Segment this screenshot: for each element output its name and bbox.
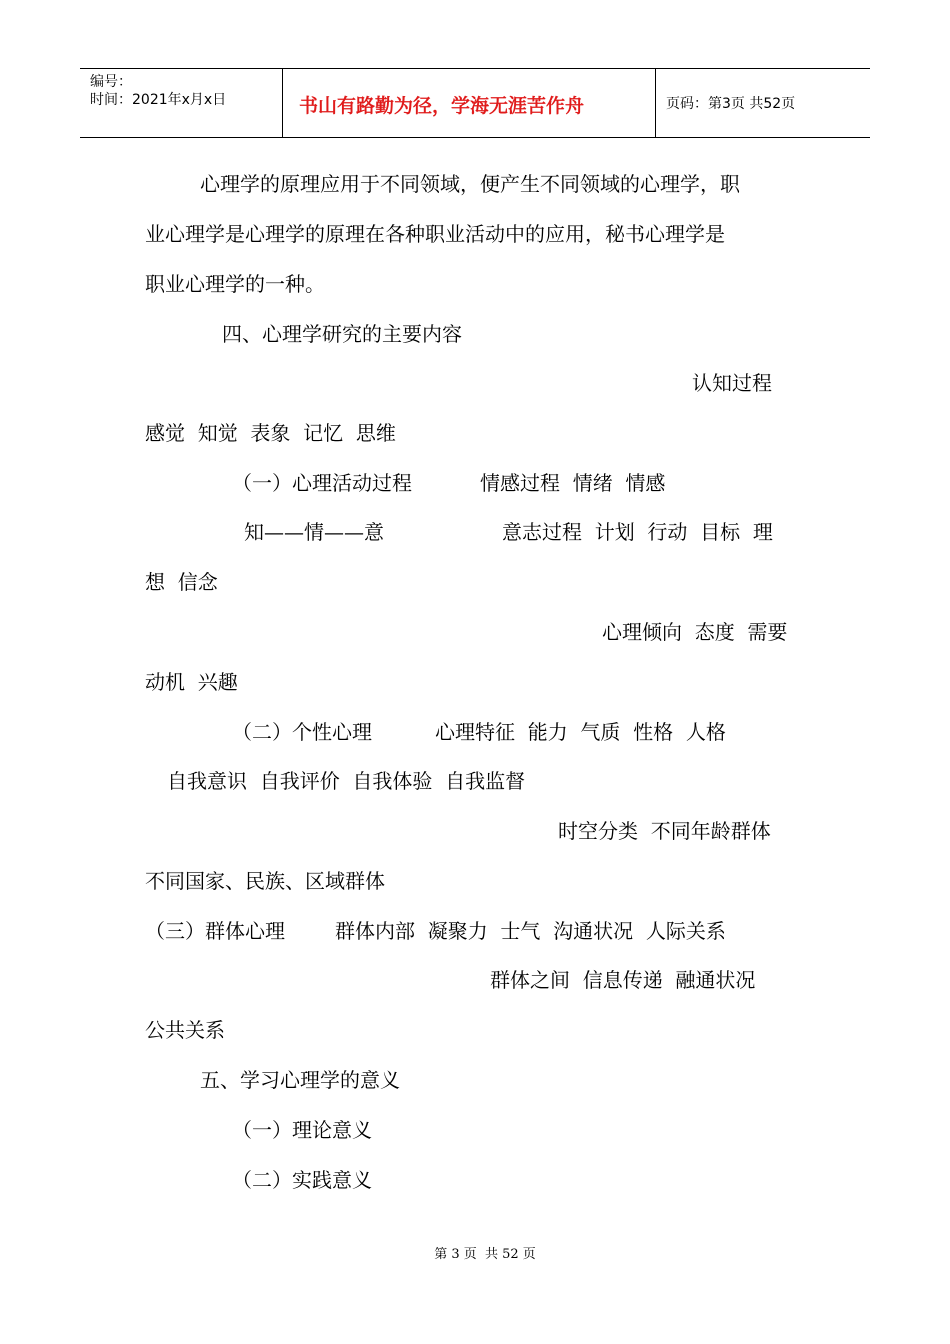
page-header <box>80 68 870 138</box>
outline-item: 认知过程 <box>692 371 772 395</box>
header-meta <box>80 69 282 137</box>
outline-item: （三）群体心理 <box>145 919 285 943</box>
serial-number-label: 编号： <box>90 74 132 90</box>
outline-item: 心理倾向 态度 需要 <box>602 620 788 644</box>
outline-item: 想 信念 <box>145 570 218 594</box>
outline-item: （二）个性心理 <box>232 720 372 744</box>
outline-item: 自我意识 自我评价 自我体验 自我监督 <box>167 769 526 793</box>
outline-item: 感觉 知觉 表象 记忆 思维 <box>145 421 396 445</box>
outline-item: 不同国家、民族、区域群体 <box>145 869 385 893</box>
paragraph-line: 业心理学是心理学的原理在各种职业活动中的应用，秘书心理学是 <box>145 222 725 246</box>
outline-item: （一）心理活动过程 <box>232 471 412 495</box>
outline-item: 群体之间 信息传递 融通状况 <box>490 968 756 992</box>
header-page-info: 页码：第3页 共52页 <box>666 96 796 112</box>
outline-item: 时空分类 不同年龄群体 <box>558 819 771 843</box>
outline-item: 动机 兴趣 <box>145 670 238 694</box>
outline-item: （一）理论意义 <box>232 1118 372 1142</box>
paragraph-line: 心理学的原理应用于不同领域，便产生不同领域的心理学，职 <box>200 172 740 196</box>
outline-item: 公共关系 <box>145 1018 225 1042</box>
outline-item: 情感过程 情绪 情感 <box>480 471 666 495</box>
outline-item: 知——情——意 <box>244 520 384 544</box>
paragraph-line: 职业心理学的一种。 <box>145 272 325 296</box>
date-label: 时间：2021年x月x日 <box>90 92 227 108</box>
page-footer: 第 3 页 共 52 页 <box>434 1247 536 1262</box>
outline-item: 心理特征 能力 气质 性格 人格 <box>435 720 726 744</box>
section-heading: 五、学习心理学的意义 <box>200 1068 400 1092</box>
outline-item: 群体内部 凝聚力 士气 沟通状况 人际关系 <box>335 919 726 943</box>
header-motto: 书山有路勤为径，学海无涯苦作舟 <box>282 69 656 137</box>
outline-item: （二）实践意义 <box>232 1168 372 1192</box>
outline-item: 意志过程 计划 行动 目标 理 <box>502 520 773 544</box>
section-heading: 四、心理学研究的主要内容 <box>222 322 462 346</box>
